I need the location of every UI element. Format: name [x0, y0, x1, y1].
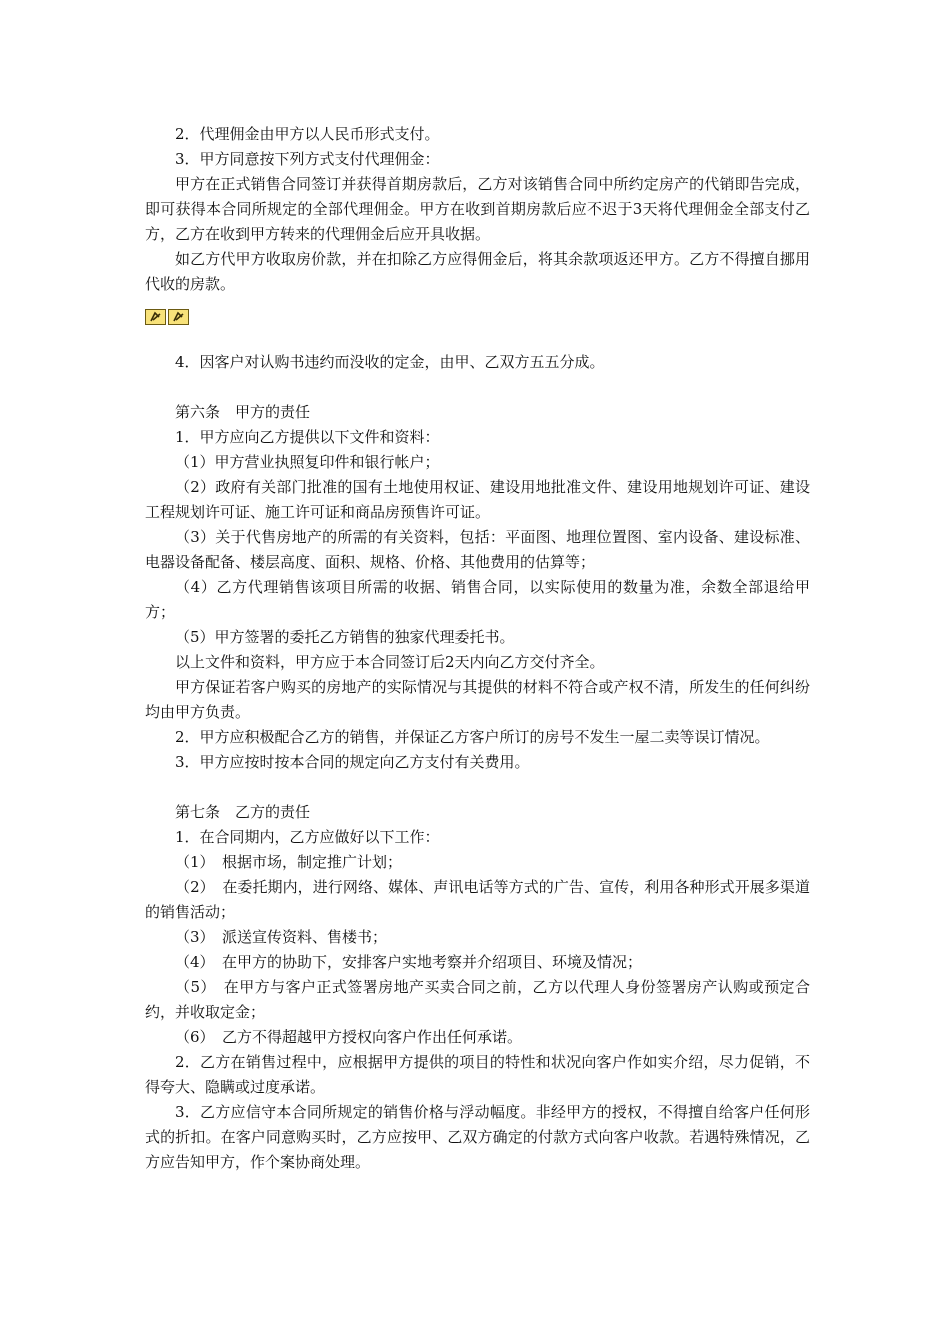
- paragraph: 3．乙方应信守本合同所规定的销售价格与浮动幅度。非经甲方的授权，不得擅自给客户任何形式的折扣。在客户同意购买时，乙方应按甲、乙双方确定的付款方式向客户收款。若遇特殊情况，乙方应告知甲方，作个案协商处理。: [145, 1103, 810, 1171]
- paragraph: 1．甲方应向乙方提供以下文件和资料：: [175, 428, 440, 446]
- list-item: （5） 在甲方与客户正式签署房地产买卖合同之前，乙方以代理人身份签署房产认购或预定合约，并收取定金；: [145, 978, 810, 1021]
- paragraph: 2．甲方应积极配合乙方的销售，并保证乙方客户所订的房号不发生一屋二卖等误订情况。: [175, 728, 770, 746]
- list-item: （3） 派送宣传资料、售楼书；: [175, 928, 388, 946]
- list-item: （4）乙方代理销售该项目所需的收据、销售合同，以实际使用的数量为准，余数全部退给甲方；: [145, 578, 810, 621]
- paragraph: 2．乙方在销售过程中，应根据甲方提供的项目的特性和状况向客户作如实介绍，尽力促销，不得夸大、隐瞒或过度承诺。: [145, 1053, 810, 1096]
- list-item: （6） 乙方不得超越甲方授权向客户作出任何承诺。: [175, 1028, 523, 1046]
- paragraph: 3．甲方应按时按本合同的规定向乙方支付有关费用。: [175, 753, 530, 771]
- list-item: （5）甲方签署的委托乙方销售的独家代理委托书。: [175, 628, 515, 646]
- paragraph: 甲方在正式销售合同签订并获得首期房款后，乙方对该销售合同中所约定房产的代销即告完成，即可获得本合同所规定的全部代理佣金。甲方在收到首期房款后应不迟于3天将代理佣金全部支付乙方，乙方在收到甲方转来的代理佣金后应开具收据。: [145, 175, 810, 243]
- paragraph: 4．因客户对认购书违约而没收的定金，由甲、乙双方五五分成。: [175, 353, 605, 371]
- paragraph: 1．在合同期内，乙方应做好以下工作：: [175, 828, 440, 846]
- list-item: （4） 在甲方的协助下，安排客户实地考察并介绍项目、环境及情况；: [175, 953, 643, 971]
- list-item: （3）关于代售房地产的所需的有关资料，包括：平面图、地理位置图、室内设备、建设标准、电器设备配备、楼层高度、面积、规格、价格、其他费用的估算等；: [145, 528, 810, 571]
- list-item: （2） 在委托期内，进行网络、媒体、声讯电话等方式的广告、宣传，利用各种形式开展多渠道的销售活动；: [145, 878, 810, 921]
- embedded-object-icons: [145, 309, 810, 325]
- paragraph: 如乙方代甲方收取房价款，并在扣除乙方应得佣金后，将其余款项返还甲方。乙方不得擅自挪用代收的房款。: [145, 250, 810, 293]
- list-item: （1） 根据市场，制定推广计划；: [175, 853, 403, 871]
- linked-object-icon[interactable]: [145, 309, 166, 325]
- paragraph: 甲方保证若客户购买的房地产的实际情况与其提供的材料不符合或产权不清，所发生的任何纠纷均由甲方负责。: [145, 678, 810, 721]
- list-item: （2）政府有关部门批准的国有土地使用权证、建设用地批准文件、建设用地规划许可证、建设工程规划许可证、施工许可证和商品房预售许可证。: [145, 478, 810, 521]
- paragraph: 以上文件和资料，甲方应于本合同签订后2天内向乙方交付齐全。: [175, 653, 605, 671]
- list-item: （1）甲方营业执照复印件和银行帐户；: [175, 453, 440, 471]
- paragraph: 3．甲方同意按下列方式支付代理佣金：: [175, 150, 440, 168]
- document-page: [145, 122, 810, 1175]
- article-title: 第七条 乙方的责任: [175, 803, 311, 821]
- paragraph: 2．代理佣金由甲方以人民币形式支付。: [175, 125, 440, 143]
- linked-object-icon[interactable]: [168, 309, 189, 325]
- article-title: 第六条 甲方的责任: [175, 403, 311, 421]
